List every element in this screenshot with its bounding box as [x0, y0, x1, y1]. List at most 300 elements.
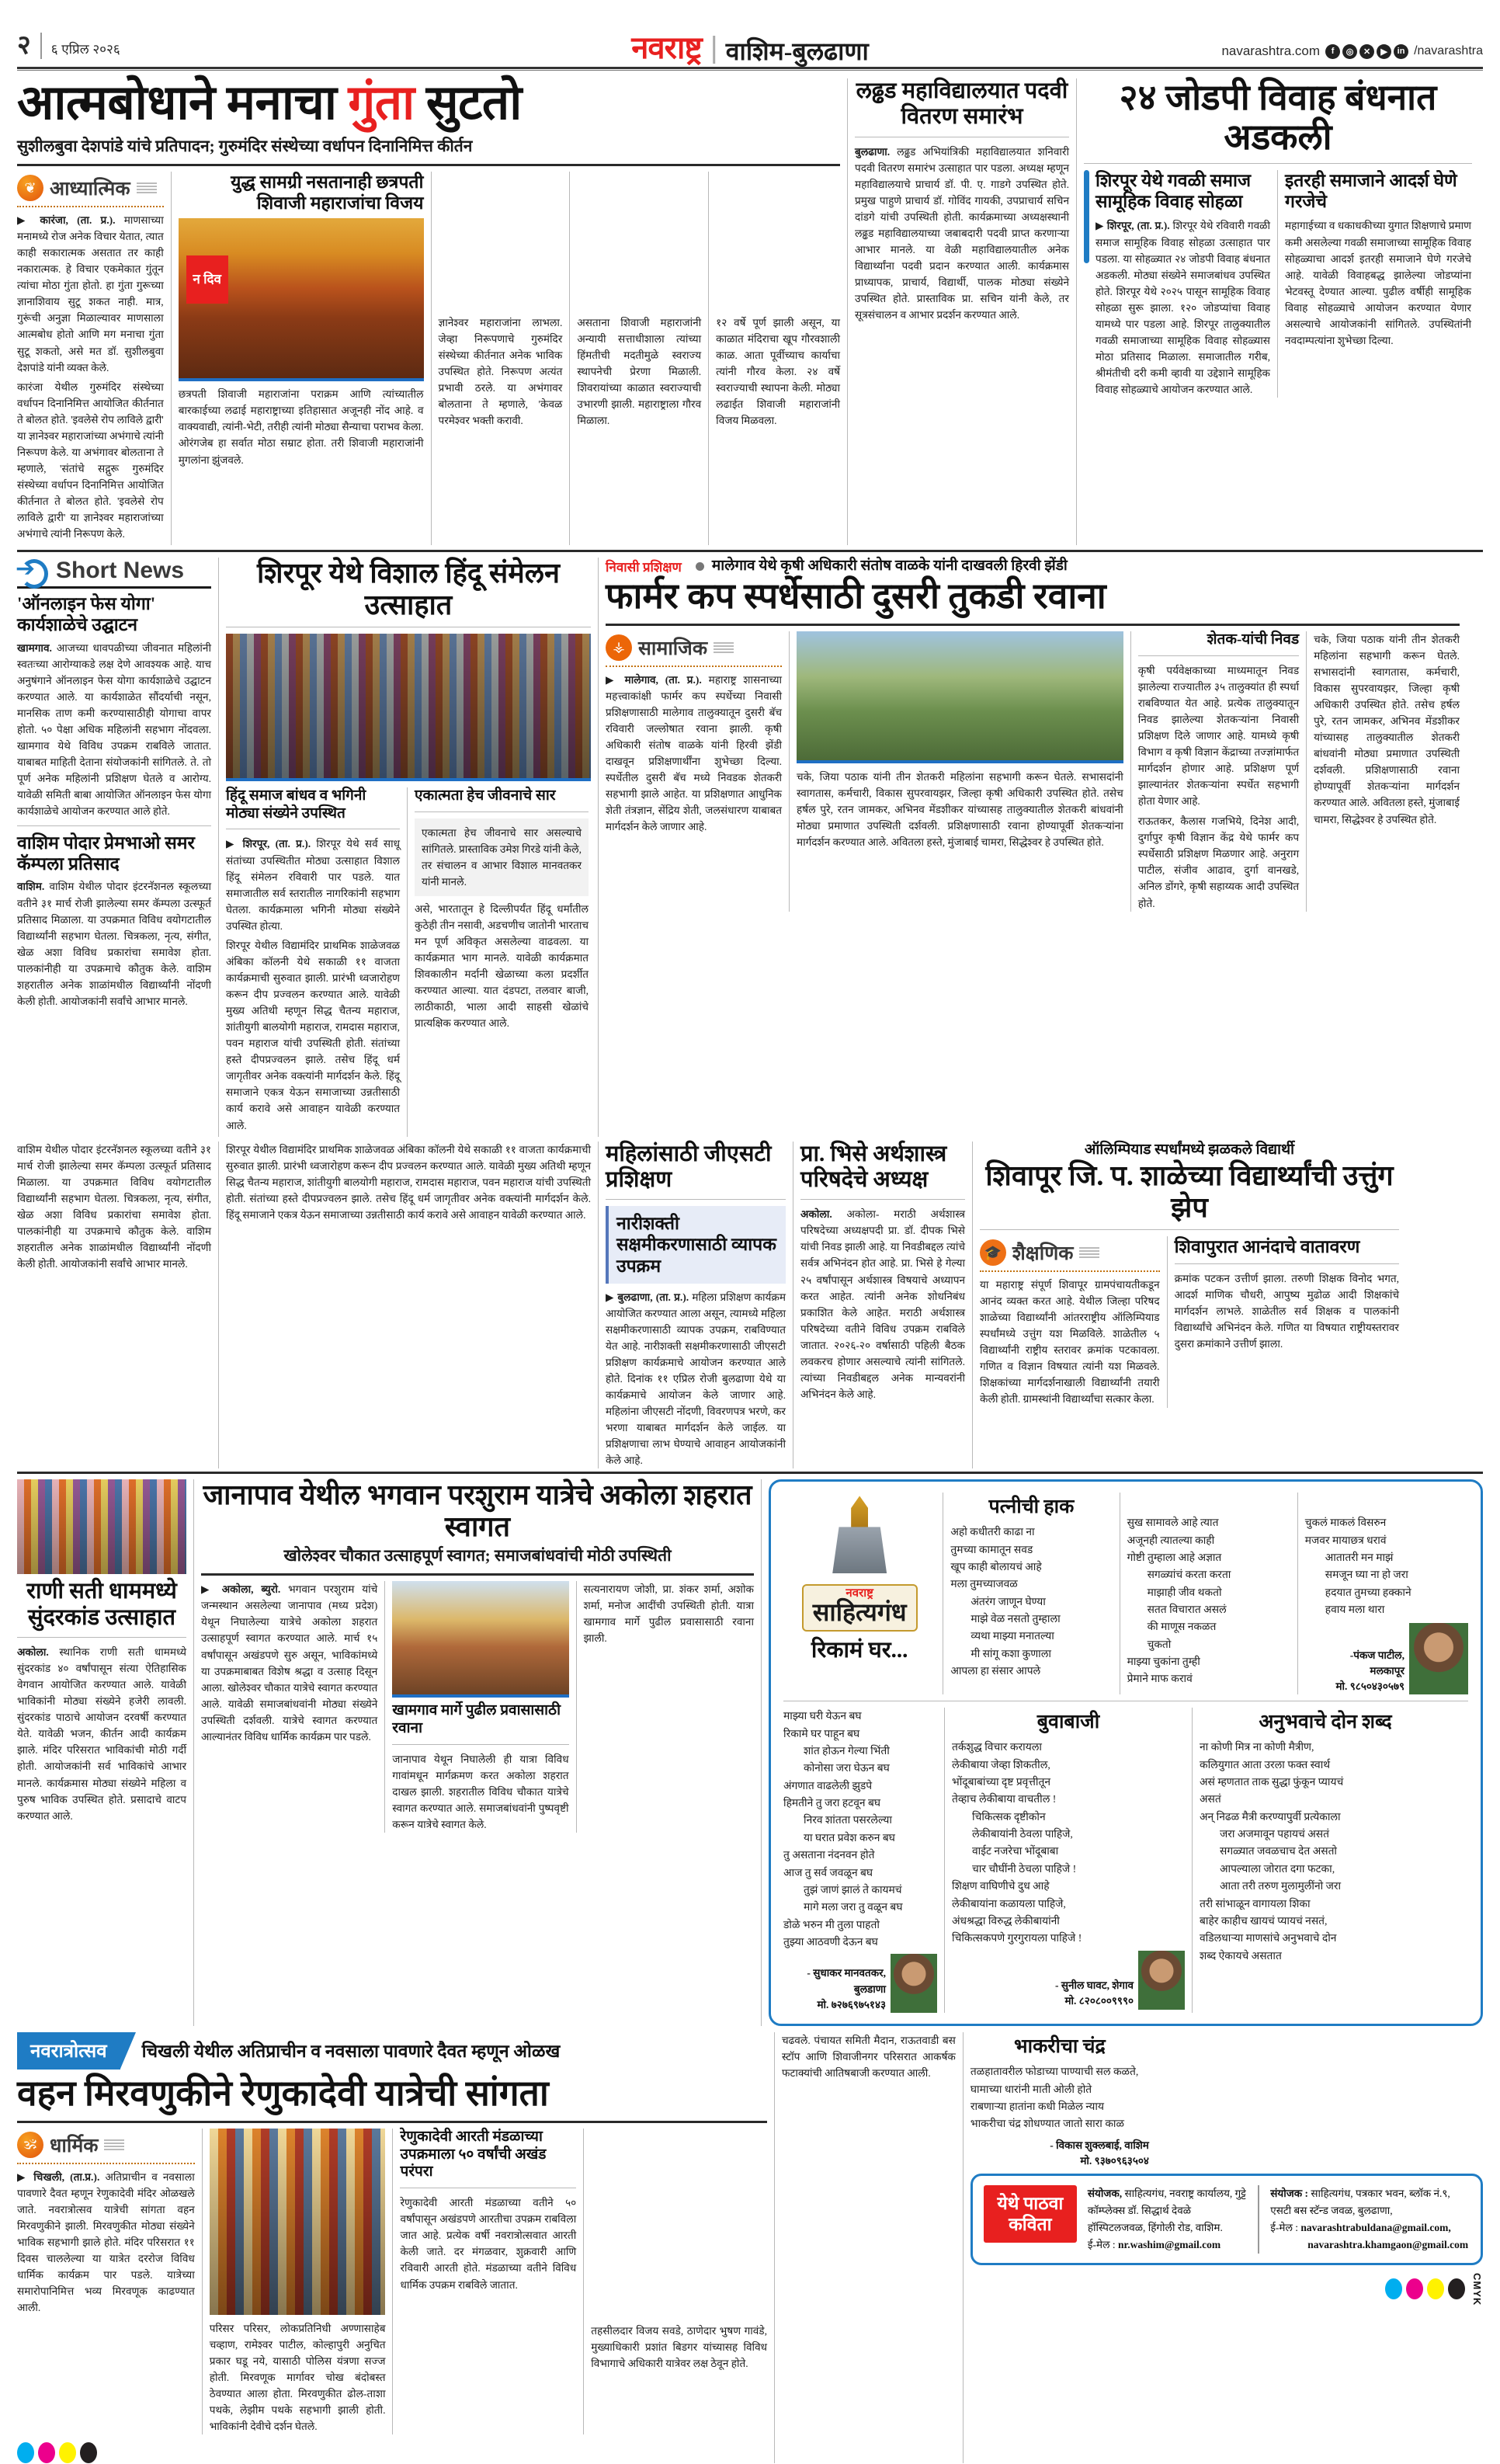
- olympiad-col-1: [980, 1236, 1160, 1408]
- photo-label: न दिव: [186, 255, 228, 304]
- farmer-cup-columns: [606, 631, 1460, 912]
- body-text: अतिप्राचीन व नवसाला पावणारे दैवत म्हणून रेणुकादेवी मंदिर ओळखले जाते. नवरात्रोत्सव यात्रेची सांगता वहन मिरवणुकीने झाली. मिरवणुकीत मोठ्या संख्येने भाविक सहभागी झाले होते. मंदिर परिसरात ११ दिवस चाललेल्या या यात्रेत दररोज विविध धार्मिक कार्यक्रम पार पडले. यात्रेच्या समारोपानिमित्त भव्य मिरवणूक काढण्यात आली.: [17, 2170, 195, 2314]
- contact-2-email-1[interactable]: navarashtrabuldana@gmail.com,: [1300, 2221, 1451, 2233]
- vivah-headline: २४ जोडपी विवाह बंधनात अडकली: [1119, 78, 1437, 157]
- lead-col-4: [577, 172, 701, 545]
- dateline: अकोला.: [17, 1646, 49, 1659]
- vivah-col-1: [1084, 170, 1270, 398]
- poem1-col: [783, 1708, 937, 2013]
- poem-line: हदयात तुमच्या हक्काने: [1325, 1586, 1411, 1598]
- category-label: शैक्षणिक: [1012, 1243, 1074, 1265]
- poem5-byline: [970, 2138, 1149, 2170]
- body-text: माणसाच्या मनामध्ये रोज अनेक विचार येतात, त्यात काही सकारात्मक असतात तर काही नकारात्मक. हे विचार एकमेकात गुंतून त्यांचा मोठा गुंता होतो. हा गुंता गुरूच्या ज्ञानाशिवाय सुटू शकत नाही. मात्र, गुरूंची अनुज्ञा मिळाल्यावर माणसाला आत्मबोध होतो आणि मग मनाचा गुंता सुटू शकतो, असे मत डॉ. सुशीलबुवा देशपांडे यांनी व्यक्त केले.: [17, 214, 164, 374]
- body-text: चके, जिया पठाक यांनी तीन शेतकरी महिलांना सहभागी करून घेतले. सभासदांनी स्वागतास, कर्मचारी, विकास सुपरवायझर, जिल्हा कृषी अधिकारी उपस्थित होते. तसेच हर्षल पुरे, रतन जामकर, अभिनव मेंडशीकर यांच्यासह तालुक्यातील शेतकरी बांधवांनी मोठ्या प्रमाणात उपस्थिती दर्शवली. प्रशिक्षणासाठी रवाना होण्यापूर्वी शेतकऱ्यांना मार्गदर्शन करण्यात आले. अवितला हस्ते, मुंजाबाई चामरा, सिद्धेश्वर हे उपस्थित होते.: [1314, 633, 1460, 825]
- dateline: ▶ बुलढाणा, (ता. प्र.).: [606, 1291, 689, 1303]
- dateline: बुलढाणा.: [855, 145, 891, 158]
- decorative-lines-icon: [714, 642, 734, 653]
- farmer-cup-col-4: [1314, 631, 1460, 912]
- poem-line: तुझं जाणं झालं ते कायमचं: [804, 1883, 902, 1896]
- sammelan-col-2: [415, 787, 589, 1137]
- body-text: स्थानिक राणी सती धाममध्ये सुंदरकांड ४० वर्षांपासून संत्या ऐतिहासिक वेगवान आयोजित करण्यात आले. यावेळी भाविकांनी मोठ्या संख्येने हजेरी लावली. सुंदरकांड पाठाचे आयोजन दरवर्षी करण्यात येते. यावेळी भजन, कीर्तन आदी कार्यक्रम झाले. मंदिर परिसरात भाविकांची मोठी गर्दी होती. आयोजकांनी सर्व भाविकांचे आभार मानले. कार्यक्रमास मोठ्या संख्येने महिला व पुरुष भाविक उपस्थित होते. प्रसादाचे वाटप करण्यात आले.: [17, 1646, 186, 1822]
- navratrotsav-col-1: [17, 2129, 195, 2434]
- poem5-row: [970, 2032, 1483, 2169]
- lead-sub-headline: युद्ध सामग्री नसतानाही छत्रपती शिवाजी महाराजांचा विजय: [231, 172, 424, 214]
- rule: [415, 811, 589, 812]
- body-text: शिरपूर येथील विद्यामंदिर प्राथमिक शाळेजवळ अंबिका कॉलनी येथे सकाळी ११ वाजता कार्यक्रमाची सुरुवात झाली. प्रारंभी ध्वजारोहण करून दीप प्रज्वलन करण्यात आले. यावेळी मुख्य अतिथी म्हणून सिद्ध चैतन्य महाराज, शांतीयुगी बालयोगी महाराज, रामदास महाराज, पवन महाराज यांची उपस्थिती होती. संतांच्या हस्ते दीपप्रज्वलन झाले. तसेच हिंदू धर्म जागृतीवर अनेक वक्त्यांनी मार्गदर्शन केले. हिंदू समाजाने एकत्र येऊन समाजाच्या उन्नतीसाठी कार्य करावे असे आवाहन यावेळी करण्यात आले.: [226, 939, 400, 1131]
- body-text: महिला प्रशिक्षण कार्यक्रम आयोजित करण्यात आला असून, त्यामध्ये महिला सक्षमीकरणासाठी व्यापक उपक्रम, राबविण्यात येत आहे. नारीशक्ती सक्षमीकरणासाठी जीएसटी प्रशिक्षण कार्यक्रमाचे आयोजन करण्यात आले होते. दिनांक ११ एप्रिल रोजी बुलढाणा येथे या कार्यक्रमाचे आयोजन केले जाणार आहे. महिलांना जीएसटी नोंदणी, विवरणपत्र भरणे, कर भरणा याबाबत मार्गदर्शन केले जाईल. या प्रशिक्षणाचा लाभ घेण्याचे आवाहन आयोजकांनी केले आहे.: [606, 1291, 786, 1467]
- author-photo: [1409, 1623, 1468, 1694]
- sammelan-headline: शिरपूर येथे विशाल हिंदू संमेलन उत्साहात: [257, 558, 560, 620]
- lead-story: [17, 78, 840, 545]
- poem-line: व्यथा माझ्या मनातल्या: [970, 1630, 1054, 1642]
- lead-body-4: असताना शिवाजी महाराजांनी अन्यायी सत्ताधीशाला त्यांच्या हिंमतीची मदतीमुळे स्वराज्य स्थापनेची प्रेरणा मिळाली. शिवरायांच्या काळात स्वराज्याची उभारणी झाली. महाराष्ट्राला गौरव मिळाला.: [577, 317, 702, 427]
- sammelan-continued: [226, 1142, 591, 1469]
- navratrotsav-col-4: [591, 2129, 767, 2434]
- masthead-center: [631, 30, 869, 65]
- poem-line: लेकीबाया जेव्हा शिकतील,: [952, 1758, 1050, 1771]
- spiritual-lotus-icon: ❦: [17, 175, 43, 201]
- body-text: अकोला- मराठी अर्थशास्त्र परिषदेच्या अध्यक्षपदी प्रा. डॉ. दीपक भिसे यांची निवड झाली आहे. या निवडीबद्दल त्यांचे सर्वत्र अभिनंदन होत आहे. प्रा. भिसे हे गेल्या २५ वर्षांपासून अर्थशास्त्र विषयाचे अध्यापन करत आहेत. त्यांनी अनेक शोधनिबंध प्रकाशित केले आहेत. मराठी अर्थशास्त्र परिषदेच्या वतीने विविध उपक्रम राबविले जातात. २०२६-२० वर्षासाठी पहिली बैठक लवकरच होणार असल्याचे त्यांनी सांगितले. त्यांच्या निवडीबद्दल अनेक मान्यवरांनी अभिनंदन केले आहे.: [800, 1208, 966, 1400]
- poem-line: अजूनही त्यातल्या काही: [1127, 1534, 1215, 1546]
- poem-line: अन् निढळ मैत्री करण्यापुर्वी प्रत्येकाला: [1200, 1810, 1341, 1823]
- rule: [17, 1637, 186, 1638]
- poem2-title: पत्नीची हाक: [988, 1496, 1075, 1518]
- poem2b-lines: [1127, 1514, 1290, 1687]
- gst-deck-box: [606, 1206, 786, 1283]
- poem-line: आपल्याला जोरात दगा फटका,: [1220, 1862, 1335, 1875]
- bhise-headline: प्रा. भिसे अर्थशास्त्र परिषदेचे अध्यक्ष: [800, 1141, 947, 1192]
- poem4-col: [1200, 1708, 1451, 2013]
- poem-line: माझाही जीव थकतो: [1147, 1586, 1222, 1598]
- poem-line: आता तरी तरुण मुलामुलींनो जरा: [1220, 1880, 1342, 1892]
- body-text: शिरपूर येथील विद्यामंदिर प्राथमिक शाळेजवळ अंबिका कॉलनी येथे सकाळी ११ वाजता कार्यक्रमाची सुरुवात झाली. प्रारंभी ध्वजारोहण करून दीप प्रज्वलन करण्यात आले. यावेळी मुख्य अतिथी म्हणून सिद्ध चैतन्य महाराज, शांतीयुगी बालयोगी महाराज, रामदास महाराज, पवन महाराज यांची उपस्थिती होती. संतांच्या हस्ते दीपप्रज्वलन झाले. तसेच हिंदू धर्म जागृतीवर अनेक वक्त्यांनी मार्गदर्शन केले. हिंदू समाजाने एकत्र येऊन समाजाच्या उन्नतीसाठी कार्य करावे असे आवाहन यावेळी करण्यात आले.: [226, 1143, 591, 1221]
- poem-line: खूप काही बोलायचं आहे: [950, 1561, 1042, 1573]
- linkedin-icon[interactable]: in: [1394, 44, 1408, 59]
- education-book-icon: 🎓: [980, 1239, 1006, 1266]
- category-badge: [980, 1239, 1160, 1266]
- divider: [713, 36, 715, 64]
- email-label: ई-मेल :: [1270, 2221, 1299, 2233]
- rule: [606, 624, 1460, 626]
- poem-line: वडिलधाऱ्या माणसांचे अनुभवाचे दोन: [1200, 1932, 1337, 1944]
- third-section: [17, 1142, 1483, 1469]
- rule: [980, 1270, 1160, 1272]
- social-icons: [1325, 44, 1408, 59]
- sahityagandha-section: [769, 1479, 1483, 2026]
- poem-line: सतत विचारात असलं: [1147, 1604, 1227, 1616]
- rule: [606, 666, 782, 667]
- short-news-headline: 'ऑनलाइन फेस योगा' कार्यशाळेचे उद्घाटन: [17, 594, 156, 635]
- poem-line: शांत होऊन गेल्या भिंती: [804, 1745, 890, 1757]
- poem-line: राबणाऱ्या हातांना कधी मिळेल न्याय: [970, 2100, 1104, 2112]
- email-label: ई-मेल :: [1087, 2238, 1116, 2250]
- poem-line: बाहेर काहीच खायचं प्यायचं नसतं,: [1200, 1914, 1328, 1927]
- poem-line: तेव्हाच लेकीबाया वाचतील !: [952, 1793, 1057, 1805]
- rule: [201, 1573, 754, 1576]
- lead-headline: [17, 78, 840, 130]
- poem-line: अहो कधीतरी काढा ना: [950, 1526, 1035, 1538]
- vivah-story: [1084, 78, 1472, 545]
- rule: [17, 825, 211, 826]
- brand-small: नवराष्ट्र: [845, 1587, 873, 1600]
- parshuram-yatra-photo: [392, 1581, 568, 1698]
- author-photo: [891, 1954, 937, 2013]
- body-text: लढ्ढड अभियांत्रिकी महाविद्यालयात शनिवारी पदवी वितरण समारंभ उत्साहात पार पडला. अध्यक्ष म्हणून महाविद्यालयाचे प्राचार्य डॉ. पी. ए. गाडगे उपस्थित होते. प्रमुख पाहुणे प्राचार्य डॉ. गोविंद गायकी, उपप्राचार्य सचिन दांडगे यांची उपस्थिती होती. कार्यक्रमाच्या अध्यक्षस्थानी लढ्ढड महाविद्यालयाच्या जबाबदारी पदवी प्राप्त करणाऱ्या आभार मानले. या वेळी महाविद्यालयातील अनेक विद्यार्थ्यांना पदवी प्रदान करण्यात आली. कार्यक्रमास प्राध्यापक, प्राचार्य, विद्यार्थी, पालक मोठ्या संख्येने उपस्थित होते. प्रास्ताविक प्रा. सचिन यांनी केले, तर सूत्रसंचालन व आभार प्रदर्शन करण्यात आले.: [855, 145, 1069, 321]
- x-icon[interactable]: ✕: [1359, 44, 1374, 59]
- poem-line: वाईट नजरेचा भोंदूबाबा: [972, 1845, 1059, 1858]
- body-text: रेणुकादेवी आरती मंडळाच्या वतीने ५० वर्षांपासून अखंडपणे आरतीचा उपक्रम राबविला जात आहे. प्रत्येक वर्षी नवरात्रोत्सवात आरती केली जाते. दर मंगळवार, शुक्रवारी आणि रविवारी आरती होते. मंडळाच्या वतीने विविध धार्मिक उपक्रम राबविले जातात.: [400, 2197, 577, 2291]
- sahityagandha-bottom-row: [783, 1708, 1468, 2013]
- publication-date: ६ एप्रिल २०२६: [50, 42, 120, 57]
- poem-line: चिकित्सक दृष्टीकोन: [972, 1810, 1046, 1823]
- vivah-col-2: [1285, 170, 1471, 398]
- poem-line: माझे वेळ नसतो तुम्हाला: [970, 1613, 1061, 1625]
- lead-headline-part2: सुटतो: [414, 77, 522, 130]
- poem2-col: [950, 1493, 1112, 1694]
- author-name: - सुधाकर मानवतकर,: [807, 1967, 886, 1979]
- author-name: - विकास शुक्लबाई, वाशिम: [1050, 2139, 1149, 2151]
- parshuram-col-2: [392, 1581, 568, 1833]
- poem1-byline: [807, 1965, 886, 2013]
- ladhad-headline: लढ्ढड महाविद्यालयात पदवी वितरण समारंभ: [856, 78, 1068, 130]
- newspaper-logo: नवराष्ट्र: [631, 30, 702, 65]
- cmyk-dots: [17, 2442, 97, 2463]
- rani-sati-story: [17, 1479, 186, 2026]
- rule: [17, 2121, 767, 2123]
- gst-headline: महिलांसाठी जीएसटी प्रशिक्षण: [606, 1141, 772, 1192]
- rule: [800, 1199, 965, 1200]
- lead-body-5: १२ वर्षे पूर्ण झाली असून, या काळात मंदिराचा खूप गौरवशाली काळ. आता पूर्वीच्याच कार्याचा त्यांनी गौरव केला. २४ वर्षे स्वराज्याची स्थापना केली. मोठ्या लढाईत शिवाजी महाराजांनी विजय मिळवला.: [716, 317, 840, 427]
- magenta-dot-icon: [1406, 2278, 1423, 2299]
- parshuram-col-1: [201, 1581, 377, 1833]
- sahityagandha-top-row: [783, 1493, 1468, 1694]
- website-url[interactable]: navarashtra.com: [1221, 43, 1321, 58]
- body-text: एकात्मता हेच जीवनाचे सार असल्याचे सांगितले. प्रास्ताविक उमेश गिरडे यांनी केले, तर संचालन व आभार विशाल मानवतकर यांनी मानले.: [422, 826, 582, 888]
- poem-line: घामाच्या धारांनी माती ओली होते: [970, 2083, 1092, 2095]
- farmer-cup-headline: फार्मर कप स्पर्धेसाठी दुसरी तुकडी रवाना: [606, 576, 1106, 617]
- rule: [1138, 655, 1299, 656]
- sammelan-sub-headline: एकात्मता हेच जीवनाचे सार: [415, 787, 556, 804]
- poem-line: चार चौघींनी ठेचला पाहिजे !: [972, 1862, 1077, 1875]
- poem-line: मी सांगू कशा कुणाला: [970, 1647, 1051, 1659]
- dateline: ▶ अकोला, ब्युरो.: [201, 1583, 281, 1596]
- poem-line: तरी सांभाळून वागायला शिका: [1200, 1897, 1311, 1910]
- category-badge: [606, 634, 782, 661]
- accent-bar: [1084, 170, 1089, 263]
- yellow-dot-icon: [59, 2442, 76, 2463]
- poem-line: तुमच्या कामातून सवड: [950, 1543, 1033, 1555]
- body-text: राऊतकर, कैलास गजभिये, दिनेश आदी, दुर्गापुर कृषी विज्ञान केंद्र येथे फार्मर कप स्पर्धेसाठी प्रशिक्षण मिळणार आहे. अनुराग पाटील, संजीव आढाव, दुर्गा वानखडे, अनिल डोंगरे, कृषी सहाय्यक आदी उपस्थित होते.: [1137, 815, 1300, 909]
- cyan-dot-icon: [17, 2442, 34, 2463]
- poem3-title: बुवाबाजी: [1036, 1712, 1100, 1733]
- body-text: सत्यनारायण जोशी, प्रा. शंकर शर्मा, अशोक शर्मा, मनोज आदींची उपस्थिती होती. यात्रा खामगाव मार्गे पुढील प्रवासासाठी रवाना झाली.: [583, 1583, 754, 1645]
- vivah-body-right: महागाईच्या व धकाधकीच्या युगात शिक्षणाचे प्रमाण कमी असलेल्या गवळी समाजाच्या सामूहिक विवाह सोहळ्याचा आदर्श इतरही समाजाने घेणे गरजेचे आहे. यावेळी विवाहबद्ध झालेल्या जोडप्यांना भेटवस्तू देण्यात आल्या. पुढील वर्षीही सामूहिक विवाह सोहळ्याचे आयोजन करण्यात येणार असल्याचे आयोजकांनी सांगितले. उपस्थितांनी नवदाम्पत्यांना शुभेच्छा दिल्या.: [1285, 220, 1471, 346]
- farmer-cup-sub-kicker: मालेगाव येथे कृषी अधिकारी संतोष वाळके यांनी दाखवली हिरवी झेंडी: [711, 558, 1068, 575]
- gst-deck: नारीशक्ती सक्षमीकरणासाठी व्यापक उपक्रम: [616, 1214, 776, 1276]
- lead-col-3: [439, 172, 563, 545]
- social-handle: /navarashtra: [1414, 44, 1483, 57]
- dateline: खामगाव.: [17, 641, 52, 654]
- magenta-dot-icon: [38, 2442, 55, 2463]
- rule: [17, 164, 840, 166]
- author-photo: [1138, 1951, 1185, 2010]
- masthead-left: [17, 33, 120, 62]
- contact-1: [1088, 2185, 1247, 2253]
- parshuram-columns: [201, 1581, 754, 1833]
- decorative-lines-icon: [1079, 1247, 1099, 1258]
- poem-line: लेकीबायांनी ठेवला पाहिजे,: [972, 1828, 1073, 1840]
- contact-2-label: संयोजक :: [1270, 2188, 1308, 2200]
- poem-line: मागे मला जरा तु वळून बघ: [804, 1901, 903, 1913]
- poem-line: तुझ्या आठवणी देऊन बघ: [783, 1935, 878, 1948]
- short-news-continued: [17, 1142, 211, 1469]
- facebook-icon[interactable]: f: [1325, 44, 1340, 59]
- poem-line: सगळ्यांचं करता करता: [1147, 1569, 1231, 1581]
- poem-line: की माणूस नकळत: [1147, 1621, 1217, 1633]
- youtube-icon[interactable]: ▶: [1377, 44, 1391, 59]
- author-mobile: मो. ७२७६९७५१४३: [817, 1998, 886, 2010]
- contact-2-address: साहित्यगंध, पत्रकार भवन, ब्लॉक नं.९, एसटी बस स्टॅन्ड जवळ, बुलढाणा,: [1270, 2188, 1450, 2216]
- edition-name: वाशिम-बुलढाणा: [725, 37, 869, 65]
- poem-line: या घरात प्रवेश करुन बघ: [804, 1831, 895, 1844]
- poem-line: भोंदूबाबांच्या दृष्ट प्रवृत्तीतून: [952, 1776, 1050, 1788]
- dateline: ▶ शिरपूर, (ता. प्र.).: [226, 838, 311, 850]
- dateline: अकोला.: [800, 1208, 832, 1221]
- category-badge: [17, 175, 164, 201]
- olympiad-col-2: [1175, 1236, 1399, 1408]
- black-dot-icon: [80, 2442, 97, 2463]
- category-label: आध्यात्मिक: [50, 179, 130, 200]
- contact-2-email-2[interactable]: navarashtra.khamgaon@gmail.com: [1307, 2238, 1469, 2250]
- cyan-dot-icon: [1385, 2278, 1402, 2299]
- poem-line: आतातरी मन माझं: [1325, 1552, 1394, 1564]
- poem-line: असतं: [1200, 1793, 1221, 1805]
- ladhad-body: [855, 144, 1069, 324]
- contact-1-address: साहित्यगंध, नवराष्ट्र कार्यालय, गुट्टे कॉम्प्लेक्स डॉ. सिद्धार्थ देवळे हॉस्पिटलजवळ, हिंगोली रोड, वाशिम.: [1087, 2188, 1246, 2233]
- body-text: महाराष्ट्र शासनाच्या महत्त्वाकांक्षी फार्मर कप स्पर्धेच्या निवासी प्रशिक्षणासाठी मालेगाव तालुक्यातून दुसरी बॅच रविवारी जल्लोषात रवाना झाली. कृषी अधिकारी संतोष वाळके यांनी हिरवी झेंडी दाखवून प्रशिक्षणार्थींना शुभेच्छा दिल्या. स्पर्धेतील दुसरी बॅच मध्ये निवडक शेतकरी सहभागी झाले आहेत. या प्रशिक्षणात आधुनिक शेती तंत्रज्ञान, सेंद्रिय शेती, जलसंधारण याबाबत मार्गदर्शन केले जाणार आहे.: [606, 673, 783, 833]
- lead-col-5: [716, 172, 840, 545]
- poem4-lines: [1200, 1739, 1451, 1964]
- mahila-gst-story: [606, 1142, 786, 1469]
- page-number: २: [17, 31, 31, 60]
- vivah-columns: [1084, 170, 1472, 398]
- poem2c-col: [1305, 1493, 1468, 1694]
- body-text: वाशिम येथील पोदार इंटरनॅशनल स्कूलच्या वतीने ३१ मार्च रोजी झालेल्या समर कॅम्पला उत्स्फूर्त प्रतिसाद मिळाला. या उपक्रमात विविध वयोगटातील विद्यार्थ्यांनी सहभाग घेतला. चित्रकला, नृत्य, संगीत, खेळ अशा विविध प्रकारांचा समावेश होता. पालकांनीही या उपक्रमाचे कौतुक केले. वाशिम शहरातील अनेक शाळांमधील विद्यार्थ्यांनी नोंदणी केली होती. आयोजकांनी सर्वांचे आभार मानले.: [17, 881, 211, 1007]
- sahityagandha-logo: [783, 1496, 936, 1632]
- rule: [392, 1744, 568, 1745]
- dateline: ▶ कारंजा, (ता. प्र.).: [17, 214, 116, 227]
- navratrotsav-section: [17, 2032, 1483, 2463]
- navratrotsav-tag-row: [17, 2032, 767, 2070]
- sammelan-col-1: [226, 787, 400, 1137]
- decorative-lines-icon: [104, 2139, 124, 2150]
- divider: [40, 33, 42, 59]
- navratrotsav-story: [17, 2032, 767, 2463]
- body-text: या महाराष्ट्र संपूर्ण शिवापूर ग्रामपंचायतीकडून आनंद व्यक्त करत आहे. येथील जिल्हा परिषद शाळेच्या विद्यार्थ्यांनी आंतरराष्ट्रीय ऑलिम्पियाड स्पर्धांमध्ये उत्तुंग यश मिळविले. शाळेतील ५ विद्यार्थ्यांनी राष्ट्रीय स्तरावर क्रमांक पटकावला. गणित व विज्ञान विषयात त्यांनी यश मिळवले. शिक्षकांच्या मार्गदर्शनाखाली विद्यार्थ्यांनी तयारी केली होती. ग्रामस्थांनी विद्यार्थ्यांचा सत्कार केला.: [980, 1279, 1160, 1406]
- farmer-cup-col-1: [606, 631, 782, 912]
- farmer-cup-kicker: निवासी प्रशिक्षण: [606, 558, 688, 575]
- poem-line: तर्कशुद्ध विचार करायला: [952, 1741, 1042, 1753]
- body-text: शिरपूर येथे सर्व साधू संतांच्या उपस्थितीत मोठ्या उत्साहात विशाल हिंदू संमेलन रविवारी पार पडले. यात समाजातील सर्व स्तरातील नागरिकांनी सहभाग घेतला. कार्यक्रमाला भगिनी मोठ्या संख्येने उपस्थित होत्या.: [226, 838, 400, 932]
- instagram-icon[interactable]: ◎: [1342, 44, 1357, 59]
- poem-line: डोळे भरुन मी तुला पाहतो: [783, 1918, 880, 1931]
- parshuram-story: [201, 1479, 754, 2026]
- lead-headline-highlight: गुंता: [348, 77, 415, 130]
- divider: [1258, 2185, 1259, 2253]
- rule: [17, 586, 211, 589]
- top-section: [17, 78, 1483, 545]
- poem-line: लेकीबायांना कळायला पाहिजे,: [952, 1897, 1066, 1910]
- lead-body-1: [17, 212, 164, 542]
- farmer-cup-col-2: [797, 631, 1123, 912]
- masthead-rule: [17, 67, 1483, 71]
- navratrotsav-deck2: रेणुकादेवी आरती मंडळाच्या उपक्रमाला ५० वर्षांची अखंड परंपरा: [400, 2128, 547, 2181]
- sahityagandha-nameplate: [802, 1584, 918, 1632]
- poem-line: माझ्या चुकांना तुम्ही: [1127, 1656, 1200, 1668]
- navratrotsav-col-3: [400, 2129, 576, 2434]
- renukadevi-procession-photo: [210, 2129, 386, 2315]
- lead-deck: सुशीलबुवा देशपांडे यांचे प्रतिपादन; गुरुमंदिर संस्थेच्या वर्धापन दिनानिमित्त कीर्तन: [17, 136, 473, 155]
- poem-line: मजवर मायाछत्र धरावं: [1304, 1534, 1387, 1546]
- body-text: परिसर परिसर, लोकप्रतिनिधी अण्णासाहेब चव्हाण, रामेश्वर पाटील, कोल्हापुरी अनुचित प्रकार घडू नये, यासाठी पोलिस यंत्रणा सज्ज होती. मिरवणूक मार्गावर चोख बंदोबस्त ठेवण्यात आला होता. मिरवणुकीत ढोल-ताशा पथके, लेझीम पथके सहभागी झाली होती. भाविकांनी देवीचे दर्शन घेतले.: [209, 2322, 386, 2433]
- poem2b-col: [1127, 1493, 1290, 1694]
- parshuram-col-3: [584, 1581, 754, 1833]
- lead-col-1: [17, 172, 164, 545]
- section-rule: [17, 1472, 1483, 1474]
- poem2c-lines: [1305, 1514, 1468, 1618]
- short-news-title: Short News: [56, 558, 185, 584]
- dateline: वाशिम.: [17, 881, 45, 893]
- contact-2: [1270, 2185, 1470, 2253]
- fourth-section: [17, 1479, 1483, 2026]
- rule: [1175, 1263, 1399, 1264]
- poem2-lines: [950, 1524, 1112, 1680]
- poem-line: निरव शांतता पसरलेल्या: [804, 1814, 892, 1826]
- olympiad-story: [980, 1142, 1399, 1469]
- contact-1-label: संयोजक,: [1087, 2188, 1123, 2200]
- poem-line: ना कोणी मित्र ना कोणी मैत्रीण,: [1200, 1741, 1314, 1753]
- poem-line: सुख सामावले आहे त्यात: [1127, 1517, 1219, 1529]
- sahityagandha-logo-col: [783, 1493, 936, 1694]
- parshuram-headline: जानापाव येथील भगवान परशुराम यात्रेचे अकोला शहरात स्वागत: [203, 1479, 752, 1542]
- poem-line: चुकतो: [1147, 1638, 1172, 1650]
- body-text: चढवले. पंचायत समिती मैदान, राऊतवाडी बस स्टॉप आणि शिवाजीनगर परिसरात आकर्षक फटाक्यांची आतिषबाजी करण्यात आली.: [782, 2035, 956, 2080]
- lead-columns: [17, 172, 840, 545]
- shetkari-nivad-col: [1138, 631, 1299, 912]
- body-text: चके, जिया पठाक यांनी तीन शेतकरी महिलांना सहभागी करून घेतले. सभासदांनी स्वागतास, कर्मचारी, विकास सुपरवायझर, जिल्हा कृषी अधिकारी उपस्थित होते. तसेच हर्षल पुरे, रतन जामकर, अभिनव मेंडशीकर यांच्यासह तालुक्यातील शेतकरी बांधवांनी मोठ्या प्रमाणात उपस्थिती दर्शवली. प्रशिक्षणासाठी रवाना होण्यापूर्वी शेतकऱ्यांना मार्गदर्शन करण्यात आले. अवितला हस्ते, मुंजाबाई चामरा, सिद्धेश्वर हे उपस्थित होते.: [797, 770, 1123, 849]
- body-text: शिरपूर येथे रविवारी गवळी समाज सामूहिक विवाह सोहळा उत्साहात पार पडला. या सोहळ्यात २४ जोडपी विवाह बंधनात अडकली. मोठ्या संख्येने समाजबांधव उपस्थित होते. शिरपूर येथे २०२५ पासून सामूहिक विवाह सोहळा सुरू झाला. १२० जोडप्यांचा विवाह यामध्ये पार पडला आहे. शिरपूर तालुक्यातील गवळी समाजाच्या सामूहिक विवाह सोहळ्यास मोठा प्रतिसाद मिळाला. समाजातील गरीब, श्रीमंतीची दरी कमी व्हावी या उद्देशाने सामूहिक विवाह सोहळ्याचे आयोजन करण्यात आले.: [1095, 220, 1270, 396]
- brand-main: साहित्यगंध: [812, 1598, 907, 1627]
- author-name: -पंकज पाटील,: [1349, 1649, 1405, 1661]
- rani-sati-gathering-photo: [17, 1479, 186, 1574]
- cmyk-marks-right: [970, 2273, 1483, 2306]
- contact-1-email[interactable]: nr.washim@gmail.com: [1118, 2238, 1221, 2250]
- author-place: बुलडाणा: [853, 1983, 886, 1995]
- poem3-lines: [952, 1739, 1185, 1947]
- navratrotsav-col-2: [210, 2129, 386, 2434]
- vivah-deck-left: शिरपूर येथे गवळी समाज सामूहिक विवाह सोहळा: [1095, 171, 1252, 212]
- poem-line: समजून घ्या ना हो जरा: [1325, 1569, 1408, 1581]
- sahityagandha-contact-box: [970, 2174, 1483, 2264]
- dateline: ▶ चिखली, (ता.प्र.).: [17, 2170, 100, 2183]
- poem2c-byline: [1335, 1648, 1405, 1695]
- poem-line: असं म्हणतात ताक सुद्धा फुंकून प्यायचं: [1200, 1776, 1344, 1788]
- poem5-col: [970, 2032, 1149, 2169]
- rule: [606, 1199, 786, 1200]
- poem-line: हिमतीने तु जरा हटवून बघ: [783, 1797, 880, 1809]
- poem-line: भाकरीचा चंद्र शोधण्यात जातो सारा काळ: [970, 2118, 1124, 2130]
- cmyk-marks-left: [17, 2442, 767, 2463]
- body-text: जानापाव येथून निघालेली ही यात्रा विविध गावांमधून मार्गक्रमण करत अकोला शहरात दाखल झाली. शहरातील विविध चौकात यात्रेचे स्वागत करण्यात आले. समाजबांधवांनी पुष्पवृष्टी करून यात्रेचे स्वागत केले.: [392, 1753, 569, 1831]
- second-section: [17, 558, 1483, 1136]
- category-label: सामाजिक: [638, 638, 708, 659]
- send-poem-label[interactable]: येथे पाठवा कविता: [984, 2185, 1077, 2243]
- black-dot-icon: [1448, 2278, 1465, 2299]
- ladhad-college-story: [855, 78, 1069, 545]
- hindu-sammelan-story: [226, 558, 591, 1136]
- author-mobile: मो. ८२०८००९९९०: [1064, 1995, 1134, 2007]
- poem1-title: रिकामं घर...: [811, 1637, 908, 1663]
- body-text: आजच्या धावपळीच्या जीवनात महिलांनी स्वतःच्या आरोग्याकडे लक्ष देणे आवश्यक आहे. याच अनुषंगाने ऑनलाइन फेस योगा कार्यशाळेचे उद्घाटन करण्यात आले. या कार्यशाळेत सौंदर्याची नसून, मानसिक ताण कमी करण्यासाठीही योगाचा वापर होतो. ५० पेक्षा अधिक महिलांनी सहभाग नोंदवला. खामगाव येथे विविध उपक्रम राबविले जातात. याबाबत माहिती देताना संयोजकांनी सांगितले. ते. तो पूर्ण अनेक महिलांनी प्रशिक्षण घेतले व आरोग्य. यावेळी समिती बाबा आयोजित ऑनलाइन फेस योगा कार्यशाळेचे आयोजन करण्यात आले होते.: [17, 641, 211, 818]
- poem-line: कलियुगात आता उरला फक्त स्वार्थ: [1200, 1758, 1331, 1771]
- poem-line: तु असताना नंदनवन होते: [783, 1849, 875, 1861]
- navratrotsav-right-col-1: [782, 2032, 956, 2463]
- body-text: तहसीलदार विजय सवडे, ठाणेदार भुषण गावंडे, मुख्याधिकारी प्रशांत बिडगर यांच्यासह विविध विभागाचे अधिकारी यात्रेवर लक्ष ठेवून होते.: [591, 2324, 767, 2369]
- sammelan-deck: हिंदू समाज बांधव व भगिनी मोठ्या संख्येने उपस्थित: [226, 787, 366, 822]
- masthead-right: [1221, 43, 1483, 59]
- category-label: धार्मिक: [50, 2135, 99, 2156]
- rule: [980, 1229, 1399, 1230]
- cmyk-label: CMYK: [1471, 2272, 1483, 2306]
- body-text: वाशिम येथील पोदार इंटरनॅशनल स्कूलच्या वतीने ३१ मार्च रोजी झालेल्या समर कॅम्पला उत्स्फूर्त प्रतिसाद मिळाला. या उपक्रमात विविध वयोगटातील विद्यार्थ्यांनी सहभाग घेतला. चित्रकला, नृत्य, संगीत, खेळ अशा विविध प्रकारांचा समावेश होता. पालकांनीही या उपक्रमाचे कौतुक केले. वाशिम शहरातील अनेक शाळांमधील विद्यार्थ्यांनी नोंदणी केली होती. आयोजकांनी सर्वांचे आभार मानले.: [17, 1143, 211, 1270]
- poem-line: आपला हा संसार आपले: [950, 1665, 1041, 1677]
- shetkari-headline: शेतक-यांची निवड: [1207, 631, 1300, 648]
- olympiad-headline: शिवापूर जि. प. शाळेच्या विद्यार्थ्यांची उत्तुंग झेप: [985, 1160, 1394, 1223]
- rule: [1084, 163, 1472, 164]
- sahityagandha-box: [769, 1479, 1483, 2026]
- poem-line: सगळ्यात जवळचाच देत असतो: [1220, 1845, 1338, 1858]
- short-news-header: [17, 558, 211, 584]
- author-mobile: मो. ९८५०४३०५७९: [1335, 1680, 1405, 1693]
- vivah-body-left: [1095, 217, 1270, 398]
- navratrotsav-columns: [17, 2129, 767, 2434]
- poem-line: आज तु सर्व जवळून बघ: [783, 1866, 873, 1878]
- poem-line: माझ्या घरी येऊन बघ: [783, 1710, 862, 1722]
- prof-bhise-story: [800, 1142, 965, 1469]
- kirtan-stage-photo: [179, 218, 424, 381]
- poem-line: प्रेमाने माफ करावं: [1127, 1673, 1193, 1685]
- olympiad-kicker: ऑलिम्पियाड स्पर्धांमध्ये झळकले विद्यार्थी: [1084, 1141, 1295, 1158]
- category-badge: [17, 2132, 195, 2158]
- short-news-headline: वाशिम पोदार प्रेमभाओ समर कॅम्पला प्रतिसाद: [17, 833, 195, 874]
- poem4-title: अनुभवाचे दोन शब्द: [1259, 1712, 1392, 1733]
- short-news-column: [17, 558, 211, 1136]
- author-name: - सुनील घावट, शेगाव: [1054, 1979, 1134, 1992]
- arrow-circle-icon: [17, 558, 48, 583]
- tinted-box: [415, 818, 589, 896]
- body-text: कृषी पर्यवेक्षकाच्या माध्यमातून निवड झालेल्या राज्यातील ३५ तालुक्यांत ही स्पर्धा राबविण्यात येत आहे. प्रत्येक तालुक्यातून निवड झालेल्या शेतकऱ्यांना निवासी प्रशिक्षण दिले जाणार आहे. यामध्ये कृषी विभाग व कृषी विज्ञान केंद्राच्या तज्ज्ञांमार्फत मार्गदर्शन होणार आहे. प्रशिक्षण पूर्ण झाल्यानंतर शेतकऱ्यांना स्पर्धेत सहभागी होता येणार आहे.: [1137, 664, 1300, 808]
- rule: [17, 2163, 195, 2164]
- masthead: [17, 0, 1483, 67]
- navratrotsav-sub-kicker: चिखली येथील अतिप्राचीन व नवसाला पावणारे दैवत म्हणून ओळख: [141, 2041, 561, 2061]
- poem5-title: भाकरीचा चंद्र: [1014, 2036, 1106, 2058]
- rule: [17, 206, 164, 207]
- poem-line: मला तुमच्याजवळ: [950, 1578, 1018, 1590]
- lead-body-2: छत्रपती शिवाजी महाराजांना पराक्रम आणि त्यांच्यातील बारकाईच्या लढाई महाराष्ट्राच्या इतिहासात अजूनही नोंद आहे. व वाक्यवाद्यी, त्यांनी-भेटी, तरीही त्यांनी मोठ्या सैन्याचा पराभव केला. ओरंगजेब हा सर्वात मोठा सम्राट होता. तरी शिवाजी महाराजांनी मुगलांना झुंजवले.: [178, 388, 424, 466]
- cmyk-dots: [1385, 2278, 1465, 2299]
- farmers-group-bus-photo: [797, 631, 1123, 763]
- poem-line: रिकामे घर पाहून बघ: [783, 1727, 860, 1739]
